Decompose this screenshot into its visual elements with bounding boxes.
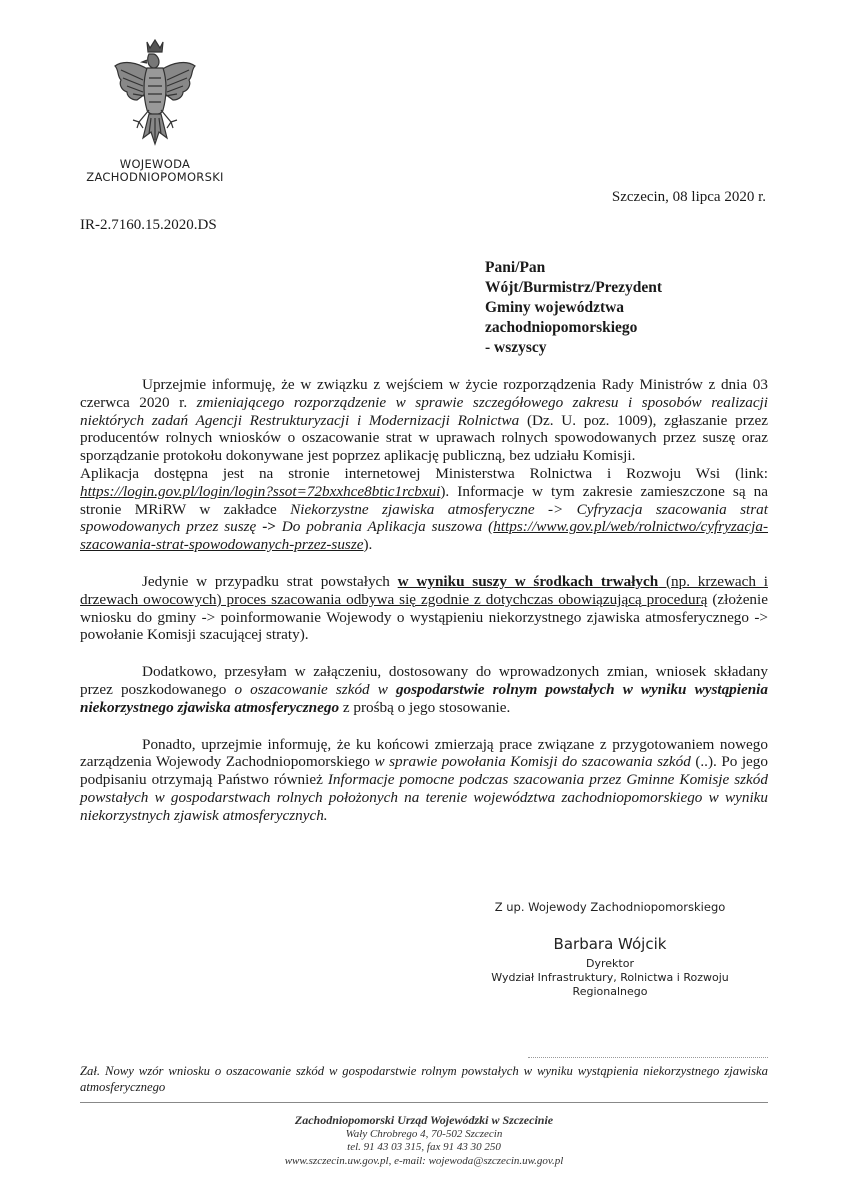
arrow: ->	[262, 518, 276, 536]
reference-number: IR-2.7160.15.2020.DS	[80, 217, 217, 233]
attachment-note: Zał. Nowy wzór wniosku o oszacowanie szkód w gospodarstwie rolnym powstałych w wyniku wystąpienia niekorzystnego zjawiska atmosferycznego	[80, 1064, 768, 1094]
text: Aplikacja dostępna jest na stronie internetowej Ministerstwa Rolnictwa i Rozwoju Wsi (link:	[80, 464, 768, 482]
signer-title: Dyrektor	[586, 957, 634, 970]
paragraph-legal-change	[80, 376, 768, 465]
letter-body	[80, 376, 768, 825]
paragraph-application	[80, 465, 768, 554]
addressee-line: Gminy województwa	[485, 299, 625, 316]
text: Uprzejmie informuję, że w związku z wejściem w życie rozporządzenia Rady Ministrów z dnia 03 czerwca 2020 r.	[80, 376, 768, 411]
text: z prośbą o jego stosowanie.	[339, 698, 511, 716]
text: (..). Po jego podpisaniu otrzymają Państwo również	[80, 753, 768, 789]
signer-department: Regionalnego	[572, 985, 648, 998]
tab-path: Do pobrania Aplikacja suszowa	[275, 518, 483, 536]
addressee-line: Pani/Pan	[485, 259, 546, 276]
office-line-1: WOJEWODA	[119, 157, 191, 171]
signer-department: Wydział Infrastruktury, Rolnictwa i Rozwoju	[491, 971, 729, 984]
footer-org: Zachodniopomorski Urząd Wojewódzki w Szczecinie	[294, 1113, 554, 1127]
text: Dodatkowo, przesyłam w załączeniu, dostosowany do wprowadzonych zmian, wniosek składany przez poszkodowanego	[80, 663, 768, 698]
text: ).	[363, 536, 373, 554]
addressee-line: - wszyscy	[485, 339, 547, 356]
footer	[80, 1114, 768, 1168]
office-name	[80, 158, 230, 184]
text: (złożenie wniosku do gminy -> poinformowanie Wojewody o wystąpieniu niekorzystnego zjawiska atmosferycznego -> powołanie Komisji szacującej straty).	[80, 590, 768, 644]
divider	[528, 1057, 768, 1058]
paragraph-exception	[80, 573, 768, 644]
tab-path: Niekorzystne zjawiska atmosferyczne -> Cyfryzacja szacowania strat spowodowanych przez suszę	[80, 500, 768, 536]
polish-eagle-emblem-icon	[109, 36, 201, 154]
addressee-line: zachodniopomorskiego	[485, 319, 638, 336]
paragraph-upcoming	[80, 736, 768, 825]
underlined-text: (np. krzewach i drzewach owocowych) proces szacowania odbywa się zgodnie z dotychczas obowiązującą procedurą	[80, 572, 768, 608]
on-behalf: Z up. Wojewody Zachodniopomorskiego	[494, 900, 726, 914]
order-title: w sprawie powołania Komisji do szacowania szkód	[374, 753, 691, 771]
letter-date: Szczecin, 08 lipca 2020 r.	[611, 189, 766, 205]
text: (Dz. U. poz. 1009), zgłaszanie przez producentów rolnych wniosków o oszacowanie strat w uprawach rolnych spowodowanych przez suszę oraz sporządzanie protokołu dokonywane jest poprzez aplikację publiczną, bez udziału Komisji.	[80, 411, 769, 465]
emphasis: w wyniku suszy w środkach trwałych	[397, 572, 659, 590]
letterhead	[80, 36, 230, 184]
footer-web: www.szczecin.uw.gov.pl, e-mail: wojewoda@szczecin.uw.gov.pl	[284, 1154, 564, 1167]
footer-address: Wały Chrobrego 4, 70-502 Szczecin	[345, 1127, 503, 1140]
gov-link[interactable]: https://www.gov.pl/web/rolnictwo/cyfryzacja-szacowania-strat-spowodowanych-przez-susze	[80, 518, 769, 554]
divider	[80, 1102, 768, 1103]
text: Ponadto, uprzejmie informuję, że ku końcowi zmierzają prace związane z przygotowaniem nowego zarządzenia Wojewody Zachodniopomorskiego	[80, 735, 768, 771]
text: (	[482, 518, 494, 536]
signature-block	[430, 900, 790, 999]
paragraph-attachment-info	[80, 663, 768, 716]
text: Jedynie w przypadku strat powstałych	[142, 572, 398, 590]
text: ). Informacje w tym zakresie zamieszczone są na stronie MRiRW w zakładce	[80, 482, 768, 518]
footer-phone: tel. 91 43 03 315, fax 91 43 30 250	[347, 1141, 501, 1153]
addressee-line: Wójt/Burmistrz/Prezydent	[485, 279, 663, 296]
info-title: Informacje pomocne podczas szacowania przez Gminne Komisje szkód powstałych w gospodarstwach rolnych położonych na terenie województwa zachodniopomorskiego w wyniku niekorzystnych zjawisk atmosferycznych.	[80, 771, 768, 824]
signer-name: Barbara Wójcik	[553, 935, 667, 953]
regulation-title: zmieniającego rozporządzenie w sprawie szczegółowego zakresu i sposobów realizacji niektórych zadań Agencji Restrukturyzacji i Modernizacji Rolnictwa	[80, 393, 768, 429]
form-title: o oszacowanie szkód w	[234, 680, 396, 698]
office-line-2: ZACHODNIOPOMORSKI	[86, 170, 224, 184]
login-link[interactable]: https://login.gov.pl/login/login?ssot=72bxxhce8btic1rcbxui	[80, 482, 441, 500]
addressee-block	[485, 258, 662, 358]
form-title-bold: gospodarstwie rolnym powstałych w wyniku wystąpienia niekorzystnego zjawiska atmosferycznego	[80, 680, 768, 716]
